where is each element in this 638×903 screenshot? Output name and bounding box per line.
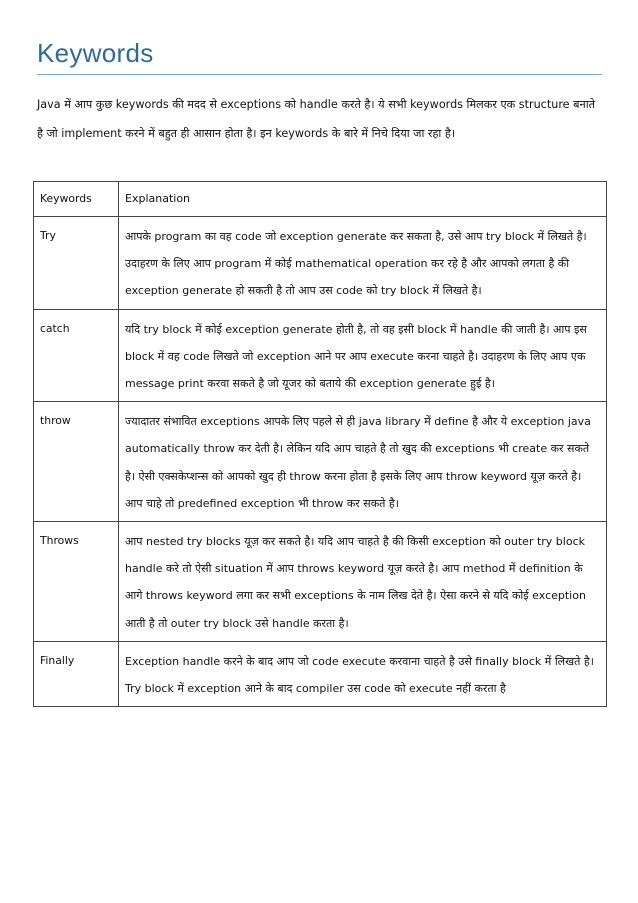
header-keywords: Keywords [34,182,119,217]
table-row [34,522,607,642]
explanation-cell: ज्यादातर संभावित exceptions आपके लिए पहले से ही java library में define है और ये exception java automatically throw कर देती है। लेकिन यदि आप चाहते है तो खुद की exceptions भी create कर सकते है। ऐसी एक्सकेप्शन्स को आपको खुद ही throw करना होता है इसके लिए आप throw keyword यूज़ करते है। आप चाहे तो predefined exception भी throw कर सकते है। [119,402,607,522]
keyword-cell: Throws [34,522,119,642]
keyword-cell: Finally [34,641,119,706]
keywords-table [33,181,607,707]
intro-paragraph: Java में आप कुछ keywords की मदद से exceptions को handle करते है। ये सभी keywords मिलकर एक structure बनाते है जो implement करने में बहुत ही आसान होता है। इन keywords के बारे में निचे दिया जा रहा है। [37,98,595,140]
explanation-cell: यदि try block में कोई exception generate होती है, तो वह इसी block में handle की जाती है। आप इस block में वह code लिखते जो exception आने पर आप execute करना चाहते है। उदाहरण के लिए आप एक message print करवा सकते है जो यूजर को बताये की exception generate हुई है। [119,309,607,402]
header-explanation: Explanation [119,182,607,217]
explanation-cell: आप nested try blocks यूज़ कर सकते है। यदि आप चाहते है की किसी exception को outer try block handle करे तो ऐसी situation में आप throws keyword यूज़ करते है। आप method में definition के आगे throws keyword लगा कर सभी exceptions के नाम लिख देते है। ऐसा करने से यदि कोई exception आती है तो outer try block उसे handle करता है। [119,522,607,642]
keyword-cell: Try [34,217,119,310]
keyword-cell: throw [34,402,119,522]
explanation-cell: आपके program का वह code जो exception generate कर सकता है, उसे आप try block में लिखते है। उदाहरण के लिए आप program में कोई mathematical operation कर रहे है और आपको लगता है की exception generate हो सकती है तो आप उस code को try block में लिखते है। [119,217,607,310]
table-row [34,217,607,310]
table-row [34,402,607,522]
keyword-cell: catch [34,309,119,402]
page-title: Keywords [37,38,154,68]
table-row [34,641,607,706]
explanation-cell: Exception handle करने के बाद आप जो code execute करवाना चाहते है उसे finally block में लिखते है। Try block में exception आने के बाद compiler उस code को execute नहीं करता है [119,641,607,706]
table-header-row [34,182,607,217]
table-row [34,309,607,402]
title-underline [37,74,602,75]
